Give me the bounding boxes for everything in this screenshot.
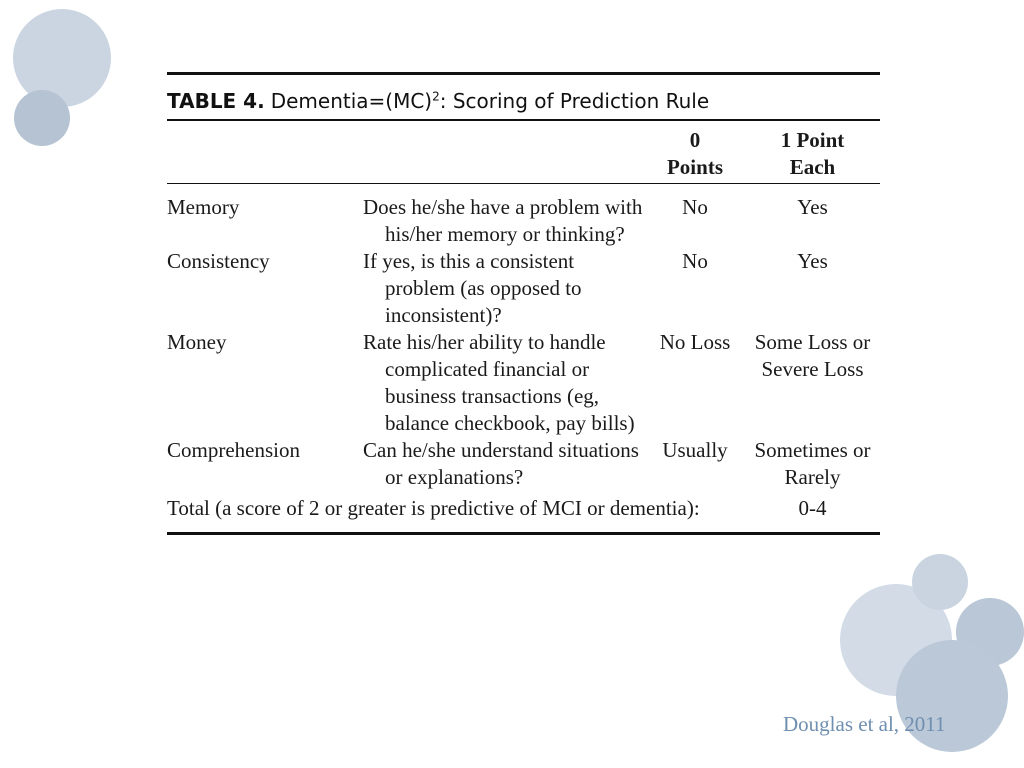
- header-zero-line2: Points: [666, 154, 723, 179]
- zero-points-cell: No Loss: [659, 329, 731, 354]
- header-blank: [363, 121, 645, 184]
- header-blank: [167, 121, 363, 184]
- total-value: 0-4: [798, 495, 827, 520]
- table-title-superscript: 2: [432, 89, 440, 104]
- zero-points-cell: No: [682, 248, 708, 273]
- table-caption: [167, 75, 880, 119]
- table-row-comprehension: [167, 437, 880, 491]
- decorative-circle: [912, 554, 968, 610]
- one-point-cell: Sometimes or Rarely: [754, 437, 871, 489]
- decorative-circle: [13, 9, 111, 107]
- header-one-point: [745, 121, 880, 184]
- one-point-cell: Some Loss or Severe Loss: [754, 329, 871, 381]
- header-one-line1: 1 Point: [780, 127, 845, 152]
- scoring-table: [167, 121, 880, 522]
- domain-cell: Memory: [167, 194, 240, 219]
- table-title: Dementia=(MC): [270, 89, 433, 113]
- zero-points-cell: No: [682, 194, 708, 219]
- table-header-row: [167, 121, 880, 184]
- total-label: Total (a score of 2 or greater is predictive of MCI or dementia):: [167, 495, 700, 520]
- header-one-line2: Each: [789, 154, 836, 179]
- zero-points-cell: Usually: [662, 437, 728, 462]
- one-point-cell: Yes: [797, 194, 828, 219]
- decorative-circle: [14, 90, 70, 146]
- table-row-total: [167, 491, 880, 522]
- scoring-table-container: [167, 72, 880, 535]
- question-cell: If yes, is this a consistent problem (as opposed to inconsistent)?: [363, 248, 582, 327]
- table-row-money: [167, 329, 880, 437]
- table-title-rest: : Scoring of Prediction Rule: [439, 89, 710, 113]
- question-cell: Rate his/her ability to handle complicated financial or business transactions (eg, balance checkbook, pay bills): [363, 329, 635, 435]
- table-bottom-rule: [167, 532, 880, 535]
- domain-cell: Consistency: [167, 248, 270, 273]
- question-cell: Does he/she have a problem with his/her memory or thinking?: [363, 194, 643, 246]
- domain-cell: Money: [167, 329, 227, 354]
- table-row-memory: [167, 183, 880, 248]
- citation: Douglas et al, 2011: [783, 712, 946, 736]
- domain-cell: Comprehension: [167, 437, 300, 462]
- header-zero-points: [645, 121, 745, 184]
- question-cell: Can he/she understand situations or explanations?: [363, 437, 639, 489]
- table-row-consistency: [167, 248, 880, 329]
- one-point-cell: Yes: [797, 248, 828, 273]
- table-number: TABLE 4.: [167, 89, 265, 113]
- header-zero-line1: 0: [689, 127, 701, 152]
